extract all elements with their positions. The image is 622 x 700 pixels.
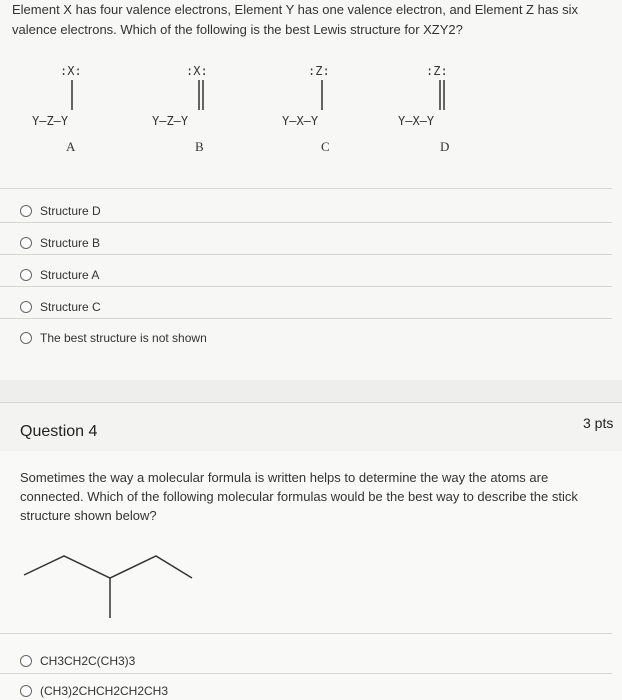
structure-d-letter: D (440, 139, 450, 154)
divider (0, 286, 612, 287)
radio-icon[interactable] (20, 205, 32, 217)
structure-b-letter: B (195, 139, 204, 154)
divider (0, 188, 612, 189)
divider (0, 254, 612, 255)
structure-a (32, 64, 112, 144)
radio-icon[interactable] (20, 301, 32, 313)
option-label: Structure B (40, 236, 101, 250)
option-structure-d[interactable] (20, 204, 101, 218)
answer-label: CH3CH2C(CH3)3 (40, 654, 136, 668)
answer-label: (CH3)2CHCH2CH2CH3 (40, 684, 169, 698)
structure-d (398, 64, 498, 144)
radio-icon[interactable] (20, 685, 32, 697)
question4-points: 3 pts (583, 415, 614, 431)
option-structure-b[interactable] (20, 236, 100, 250)
structure-d-row: Y—X—Y (398, 114, 435, 128)
structure-c-top: :Z: (308, 64, 330, 78)
divider (0, 633, 612, 634)
question-text: Element X has four valence electrons, Element Y has one valence electron, and Element Z has six valence electrons. Which of the following is the best Lewis structure for XZY2? (12, 2, 579, 37)
option-structure-a[interactable] (20, 268, 99, 282)
question4-header (0, 402, 622, 452)
divider (0, 222, 612, 223)
radio-icon[interactable] (20, 237, 32, 249)
structure-b-row: Y—Z—Y (152, 114, 189, 128)
question4-title: Question 4 (20, 423, 98, 440)
option-not-shown[interactable] (20, 331, 207, 345)
option-structure-c[interactable] (20, 300, 101, 314)
option-label: The best structure is not shown (40, 331, 207, 345)
radio-icon[interactable] (20, 269, 32, 281)
question4-text: Sometimes the way a molecular formula is written helps to determine the way the atoms are connected. Which of the following molecular formulas would be the best way to describe the stick structure shown below? (20, 470, 578, 523)
option-label: Structure A (40, 268, 100, 282)
divider (0, 318, 612, 319)
divider (0, 673, 612, 674)
option-label: Structure D (40, 204, 101, 218)
structure-c-row: Y—X—Y (282, 114, 319, 128)
structure-b (152, 64, 252, 144)
structure-a-letter: A (66, 139, 76, 154)
structure-c-letter: C (321, 139, 330, 154)
radio-icon[interactable] (20, 332, 32, 344)
structure-a-row: Y—Z—Y (32, 114, 69, 128)
structure-a-top: :X: (60, 64, 82, 78)
option-label: Structure C (40, 300, 101, 314)
stick-structure (20, 540, 200, 620)
structure-d-top: :Z: (426, 64, 448, 78)
structure-b-top: :X: (186, 64, 208, 78)
answer-option-2[interactable] (20, 684, 168, 698)
radio-icon[interactable] (20, 655, 32, 667)
answer-option-1[interactable] (20, 654, 135, 668)
structure-c (282, 64, 382, 144)
